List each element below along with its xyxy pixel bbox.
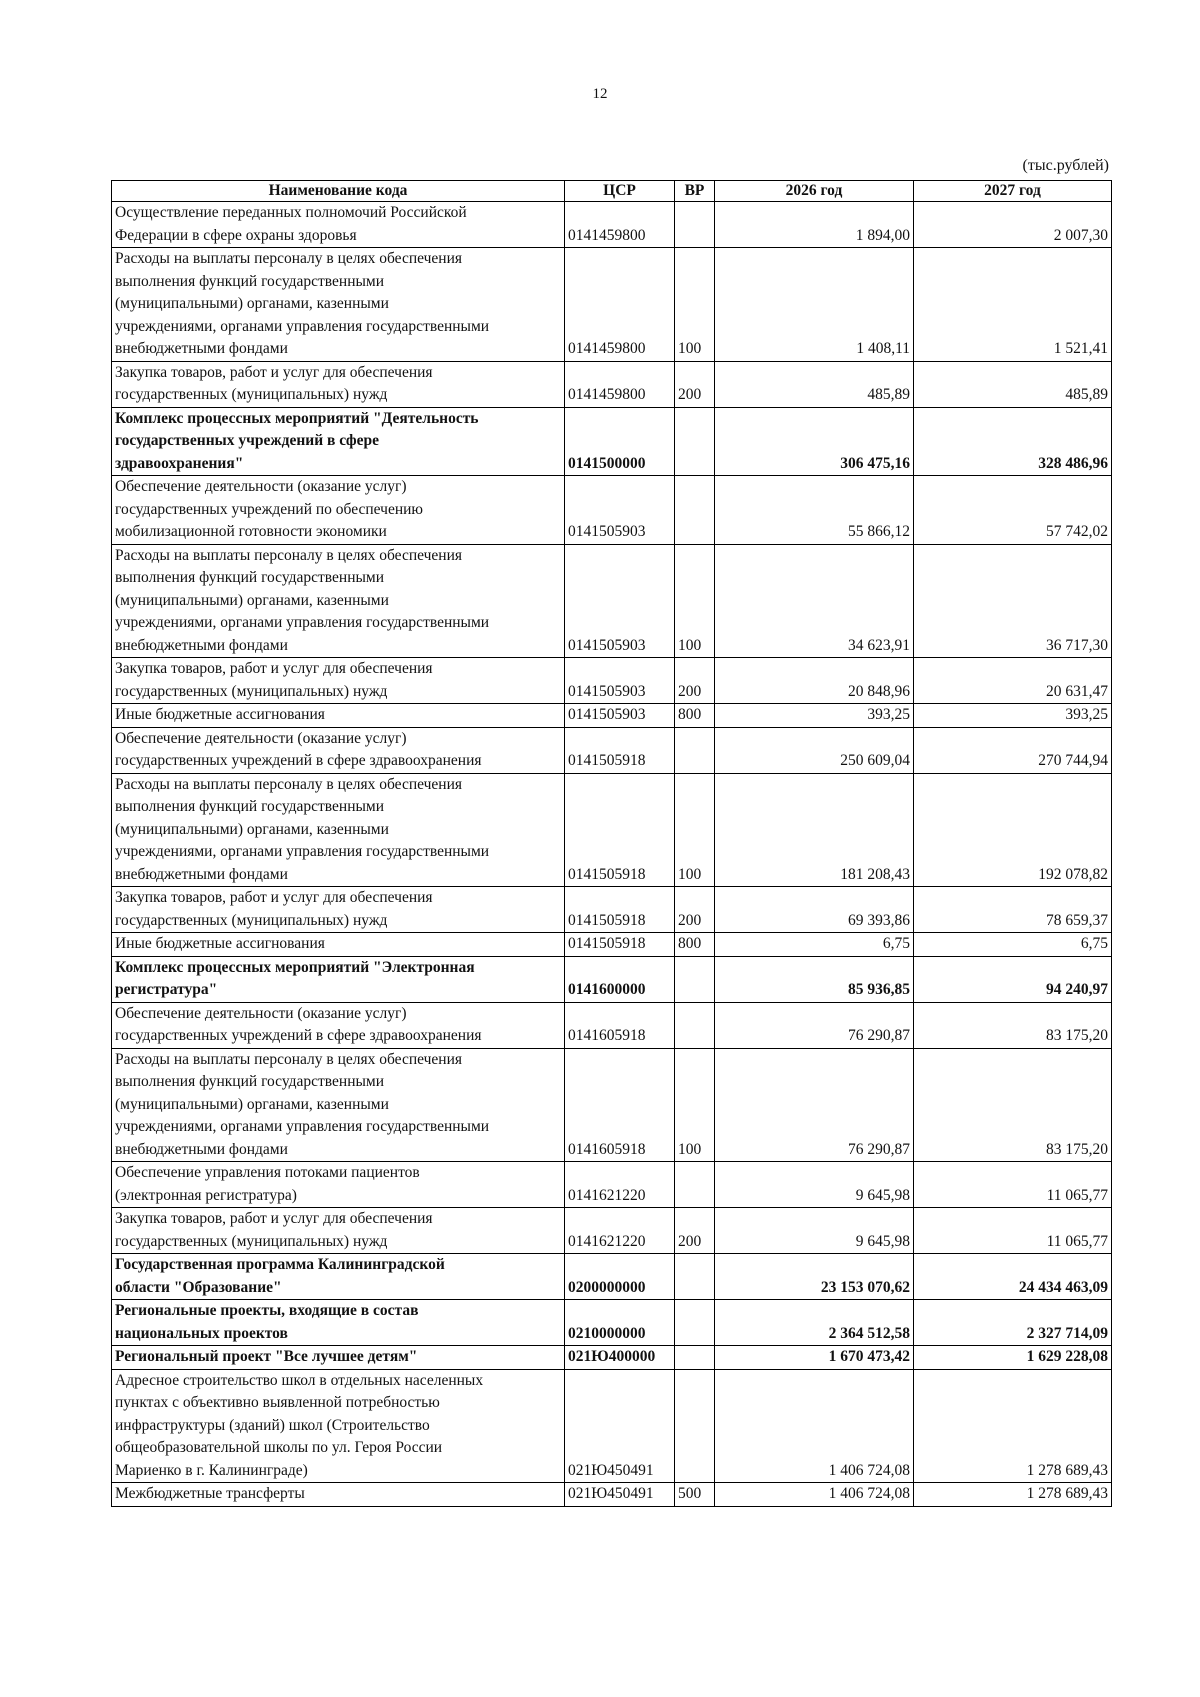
row-name-cell: Иные бюджетные ассигнования: [112, 933, 565, 957]
row-vr-cell: 500: [675, 1483, 715, 1507]
row-2027-cell: 36 717,30: [914, 544, 1112, 658]
row-vr-cell: [675, 407, 715, 476]
table-row: [112, 1208, 1112, 1254]
row-name-cell: Комплекс процессных мероприятий "Электронная регистратура": [112, 956, 565, 1002]
row-name-cell: Расходы на выплаты персоналу в целях обеспечения выполнения функций государственными (муниципальными) органами, казенными учреждениями, органами управления государственными внебюджетными фондами: [112, 773, 565, 887]
table-row: [112, 727, 1112, 773]
table-header-row: [112, 181, 1112, 202]
row-2027-cell: 94 240,97: [914, 956, 1112, 1002]
page-number: 12: [592, 86, 608, 102]
row-csr-cell: 0141605918: [565, 1048, 675, 1162]
header-name: Наименование кода: [112, 181, 565, 202]
table-row: [112, 361, 1112, 407]
row-2026-cell: 393,25: [715, 704, 914, 728]
row-vr-cell: 200: [675, 361, 715, 407]
row-name-cell: Обеспечение деятельности (оказание услуг) государственных учреждений в сфере здравоохранения: [112, 727, 565, 773]
row-2026-cell: 34 623,91: [715, 544, 914, 658]
row-2027-cell: 485,89: [914, 361, 1112, 407]
row-csr-cell: 0141621220: [565, 1208, 675, 1254]
row-2026-cell: 1 406 724,08: [715, 1369, 914, 1483]
row-2027-cell: 270 744,94: [914, 727, 1112, 773]
row-2027-cell: 6,75: [914, 933, 1112, 957]
row-vr-cell: [675, 1254, 715, 1300]
row-csr-cell: 0141505918: [565, 933, 675, 957]
row-vr-cell: [675, 1346, 715, 1370]
row-name-cell: Осуществление переданных полномочий Российской Федерации в сфере охраны здоровья: [112, 202, 565, 248]
row-vr-cell: 200: [675, 887, 715, 933]
row-name-cell: Комплекс процессных мероприятий "Деятельность государственных учреждений в сфере здравоохранения": [112, 407, 565, 476]
row-2027-cell: 57 742,02: [914, 476, 1112, 545]
table-body: [112, 202, 1112, 1507]
row-vr-cell: 800: [675, 933, 715, 957]
row-csr-cell: 0141505918: [565, 773, 675, 887]
row-2027-cell: 24 434 463,09: [914, 1254, 1112, 1300]
row-vr-cell: 100: [675, 248, 715, 362]
row-2026-cell: 55 866,12: [715, 476, 914, 545]
row-2026-cell: 20 848,96: [715, 658, 914, 704]
row-2026-cell: 250 609,04: [715, 727, 914, 773]
row-2026-cell: 76 290,87: [715, 1048, 914, 1162]
row-csr-cell: 0141505903: [565, 704, 675, 728]
row-vr-cell: [675, 1162, 715, 1208]
row-vr-cell: [675, 202, 715, 248]
row-name-cell: Адресное строительство школ в отдельных населенных пунктах с объективно выявленной потребностью инфраструктуры (зданий) школ (Строительство общеобразовательной школы по ул. Героя России Мариенко в г. Калининграде): [112, 1369, 565, 1483]
table-row: [112, 1162, 1112, 1208]
budget-table: [111, 180, 1112, 1507]
row-name-cell: Государственная программа Калининградской области "Образование": [112, 1254, 565, 1300]
row-vr-cell: 800: [675, 704, 715, 728]
row-vr-cell: 200: [675, 1208, 715, 1254]
row-name-cell: Закупка товаров, работ и услуг для обеспечения государственных (муниципальных) нужд: [112, 1208, 565, 1254]
row-2026-cell: 9 645,98: [715, 1208, 914, 1254]
table-row: [112, 407, 1112, 476]
row-name-cell: Региональные проекты, входящие в состав национальных проектов: [112, 1300, 565, 1346]
row-2026-cell: 2 364 512,58: [715, 1300, 914, 1346]
row-name-cell: Обеспечение деятельности (оказание услуг) государственных учреждений по обеспечению мобилизационной готовности экономики: [112, 476, 565, 545]
table-row: [112, 1002, 1112, 1048]
row-csr-cell: 0141505903: [565, 544, 675, 658]
table-row: [112, 1254, 1112, 1300]
header-2026: 2026 год: [715, 181, 914, 202]
row-vr-cell: [675, 1002, 715, 1048]
table-row: [112, 1346, 1112, 1370]
row-name-cell: Закупка товаров, работ и услуг для обеспечения государственных (муниципальных) нужд: [112, 658, 565, 704]
row-2026-cell: 6,75: [715, 933, 914, 957]
row-name-cell: Расходы на выплаты персоналу в целях обеспечения выполнения функций государственными (муниципальными) органами, казенными учреждениями, органами управления государственными внебюджетными фондами: [112, 544, 565, 658]
row-vr-cell: 200: [675, 658, 715, 704]
table-row: [112, 704, 1112, 728]
table-row: [112, 887, 1112, 933]
table-row: [112, 1048, 1112, 1162]
row-2026-cell: 9 645,98: [715, 1162, 914, 1208]
row-csr-cell: 0210000000: [565, 1300, 675, 1346]
row-csr-cell: 0141505903: [565, 658, 675, 704]
table-row: [112, 933, 1112, 957]
table-row: [112, 544, 1112, 658]
row-2027-cell: 192 078,82: [914, 773, 1112, 887]
row-2026-cell: 485,89: [715, 361, 914, 407]
row-name-cell: Закупка товаров, работ и услуг для обеспечения государственных (муниципальных) нужд: [112, 361, 565, 407]
row-2026-cell: 85 936,85: [715, 956, 914, 1002]
row-vr-cell: [675, 727, 715, 773]
row-vr-cell: [675, 956, 715, 1002]
row-csr-cell: 0141459800: [565, 361, 675, 407]
row-2027-cell: 393,25: [914, 704, 1112, 728]
table-row: [112, 476, 1112, 545]
header-2027: 2027 год: [914, 181, 1112, 202]
row-2027-cell: 83 175,20: [914, 1002, 1112, 1048]
table-row: [112, 1483, 1112, 1507]
table-row: [112, 248, 1112, 362]
row-2026-cell: 306 475,16: [715, 407, 914, 476]
row-csr-cell: 0141505903: [565, 476, 675, 545]
table-row: [112, 658, 1112, 704]
table-row: [112, 1369, 1112, 1483]
row-2026-cell: 69 393,86: [715, 887, 914, 933]
row-2026-cell: 1 894,00: [715, 202, 914, 248]
row-name-cell: Расходы на выплаты персоналу в целях обеспечения выполнения функций государственными (муниципальными) органами, казенными учреждениями, органами управления государственными внебюджетными фондами: [112, 1048, 565, 1162]
unit-note: (тыс.рублей): [1022, 157, 1109, 174]
row-2026-cell: 181 208,43: [715, 773, 914, 887]
table-row: [112, 956, 1112, 1002]
row-2027-cell: 20 631,47: [914, 658, 1112, 704]
row-name-cell: Региональный проект "Все лучшее детям": [112, 1346, 565, 1370]
header-csr: ЦСР: [565, 181, 675, 202]
row-csr-cell: 021Ю450491: [565, 1483, 675, 1507]
row-vr-cell: [675, 1300, 715, 1346]
row-2027-cell: 11 065,77: [914, 1208, 1112, 1254]
table-row: [112, 773, 1112, 887]
row-name-cell: Обеспечение деятельности (оказание услуг) государственных учреждений в сфере здравоохранения: [112, 1002, 565, 1048]
row-csr-cell: 0141459800: [565, 248, 675, 362]
row-name-cell: Расходы на выплаты персоналу в целях обеспечения выполнения функций государственными (муниципальными) органами, казенными учреждениями, органами управления государственными внебюджетными фондами: [112, 248, 565, 362]
row-name-cell: Иные бюджетные ассигнования: [112, 704, 565, 728]
row-2026-cell: 1 408,11: [715, 248, 914, 362]
row-csr-cell: 0200000000: [565, 1254, 675, 1300]
row-2027-cell: 2 327 714,09: [914, 1300, 1112, 1346]
row-csr-cell: 0141459800: [565, 202, 675, 248]
row-csr-cell: 0141505918: [565, 727, 675, 773]
row-2027-cell: 1 629 228,08: [914, 1346, 1112, 1370]
row-2027-cell: 1 278 689,43: [914, 1369, 1112, 1483]
row-vr-cell: 100: [675, 773, 715, 887]
row-name-cell: Закупка товаров, работ и услуг для обеспечения государственных (муниципальных) нужд: [112, 887, 565, 933]
row-csr-cell: 0141600000: [565, 956, 675, 1002]
row-csr-cell: 0141605918: [565, 1002, 675, 1048]
row-csr-cell: 021Ю450491: [565, 1369, 675, 1483]
header-vr: ВР: [675, 181, 715, 202]
row-2027-cell: 78 659,37: [914, 887, 1112, 933]
row-csr-cell: 021Ю400000: [565, 1346, 675, 1370]
row-2027-cell: 11 065,77: [914, 1162, 1112, 1208]
row-csr-cell: 0141621220: [565, 1162, 675, 1208]
row-vr-cell: [675, 476, 715, 545]
row-csr-cell: 0141505918: [565, 887, 675, 933]
row-csr-cell: 0141500000: [565, 407, 675, 476]
row-2026-cell: 1 406 724,08: [715, 1483, 914, 1507]
row-2026-cell: 76 290,87: [715, 1002, 914, 1048]
row-2027-cell: 1 521,41: [914, 248, 1112, 362]
table-row: [112, 202, 1112, 248]
row-2027-cell: 1 278 689,43: [914, 1483, 1112, 1507]
row-2027-cell: 2 007,30: [914, 202, 1112, 248]
row-2026-cell: 23 153 070,62: [715, 1254, 914, 1300]
row-vr-cell: 100: [675, 1048, 715, 1162]
row-name-cell: Обеспечение управления потоками пациентов (электронная регистратура): [112, 1162, 565, 1208]
row-2027-cell: 328 486,96: [914, 407, 1112, 476]
row-2026-cell: 1 670 473,42: [715, 1346, 914, 1370]
row-2027-cell: 83 175,20: [914, 1048, 1112, 1162]
row-vr-cell: [675, 1369, 715, 1483]
table-row: [112, 1300, 1112, 1346]
row-vr-cell: 100: [675, 544, 715, 658]
row-name-cell: Межбюджетные трансферты: [112, 1483, 565, 1507]
